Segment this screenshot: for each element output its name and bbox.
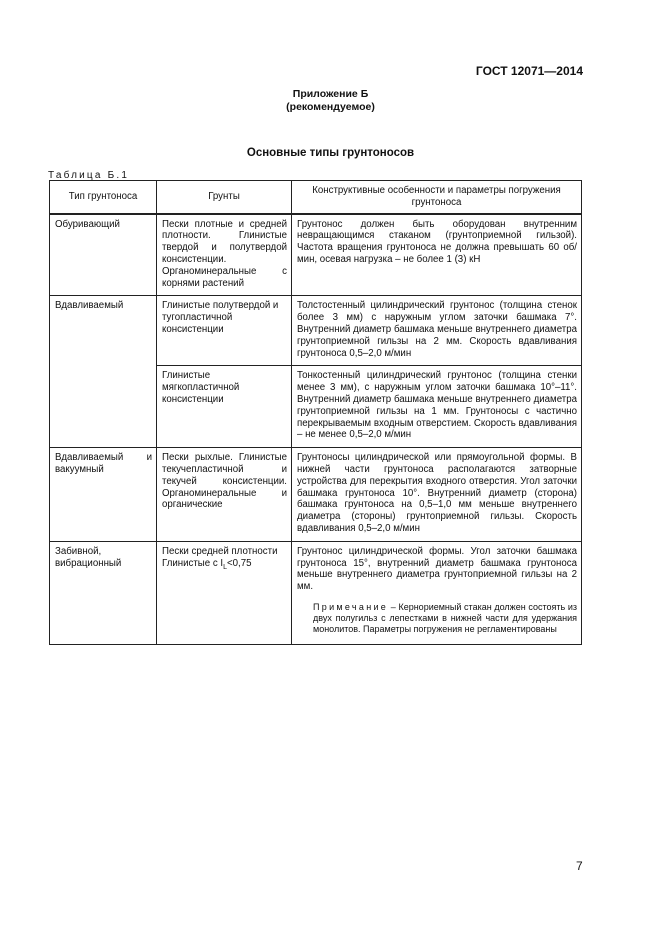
column-header-soils: Грунты: [157, 181, 292, 214]
note-label: Примечание: [313, 601, 389, 612]
table-row: [50, 296, 582, 366]
liquidity-index-subscript: L: [223, 563, 227, 571]
soils-text-suffix: <0,75: [226, 557, 252, 569]
cell-type: Забивной, вибрационный: [50, 541, 157, 644]
column-header-features: Конструктивные особенности и параметры погружения грунтоноса: [292, 181, 582, 214]
appendix-heading: [0, 88, 661, 114]
cell-type: Вдавливаемый: [50, 296, 157, 448]
cell-soils: Пески рыхлые. Глинистые текучепластичной и текучей консистенции. Органоминеральные и органические: [157, 448, 292, 542]
page-number: 7: [576, 859, 583, 873]
soil-sampler-table: [49, 180, 582, 645]
cell-type: Обуривающий: [50, 214, 157, 296]
cell-soils: Глинистые мягкопластичной консистенции: [157, 366, 292, 448]
appendix-status: (рекомендуемое): [286, 101, 375, 113]
table-caption: Таблица Б.1: [48, 170, 130, 181]
cell-soils: Глинистые полутвердой и тугопластичной консистенции: [157, 296, 292, 366]
features-text: Грунтонос цилиндрической формы. Угол заточки башмака грунтоноса 15°, внутренний диаметр башмака грунтоноса меньше внутреннего диаметра грунтоприемной гильзы на 2 мм.: [297, 545, 577, 593]
table-row: [50, 541, 582, 644]
cell-features: Тонкостенный цилиндрический грунтонос (толщина стенки менее 3 мм), с наружным углом заточки башмака 10°–11°. Внутренний диаметр башмака меньше внутреннего диаметра грунтоприемной гильзы на 1 мм. Грунтоносы с частично перекрываемым входным отверстием. Скорость вдавливания – не менее 0,5–2,0 м/мин: [292, 366, 582, 448]
column-header-type: Тип грунтоноса: [50, 181, 157, 214]
cell-features: Грунтоносы цилиндрической или прямоугольной формы. В нижней части грунтоноса располагаются затворные устройства для перекрытия входного отверстия. Угол заточки башмака грунтоноса 10°. Внутренний диаметр (сторона) башмака грунтоноса на 0,5–1,0 мм меньше внутреннего диаметра (стороны) грунтоприемной гильзы. Скорость вдавливания 0,5–2,0 м/мин: [292, 448, 582, 542]
soils-text: Пески средней плотности Глинистые с I: [162, 545, 278, 569]
cell-type: Вдавливаемый и вакуумный: [50, 448, 157, 542]
appendix-title: Приложение Б: [292, 88, 369, 100]
table-row: [50, 214, 582, 296]
table-note: [297, 602, 577, 635]
table-header-row: [50, 181, 582, 214]
table-row: [50, 448, 582, 542]
page-title: Основные типы грунтоносов: [246, 147, 415, 159]
cell-features: Толстостенный цилиндрический грунтонос (толщина стенок более 3 мм) с наружным углом заточки башмака 7°. Внутренний диаметр башмака меньше внутреннего диаметра грунтоприемной гильзы на 2 мм. Скорость вдавливания грунтоноса 0,5–2,0 м/мин: [292, 296, 582, 366]
cell-soils: [157, 541, 292, 644]
cell-features: Грунтонос должен быть оборудован внутренним невращающимся стаканом (грунтоприемной гильзой). Частота вращения грунтоноса не должна превышать 60 об/мин, осевая нагрузка – не более 1 (3) кН: [292, 214, 582, 296]
cell-features: [292, 541, 582, 644]
note-text: – Кернориемный стакан должен состоять из двух полугильз с лепестками в нижней части для удержания монолитов. Параметры погружения не регламентированы: [313, 601, 577, 634]
document-code: ГОСТ 12071—2014: [475, 64, 583, 78]
cell-soils: Пески плотные и средней плотности. Глинистые твердой и полутвердой консистенции. Органоминеральные с корнями растений: [157, 214, 292, 296]
